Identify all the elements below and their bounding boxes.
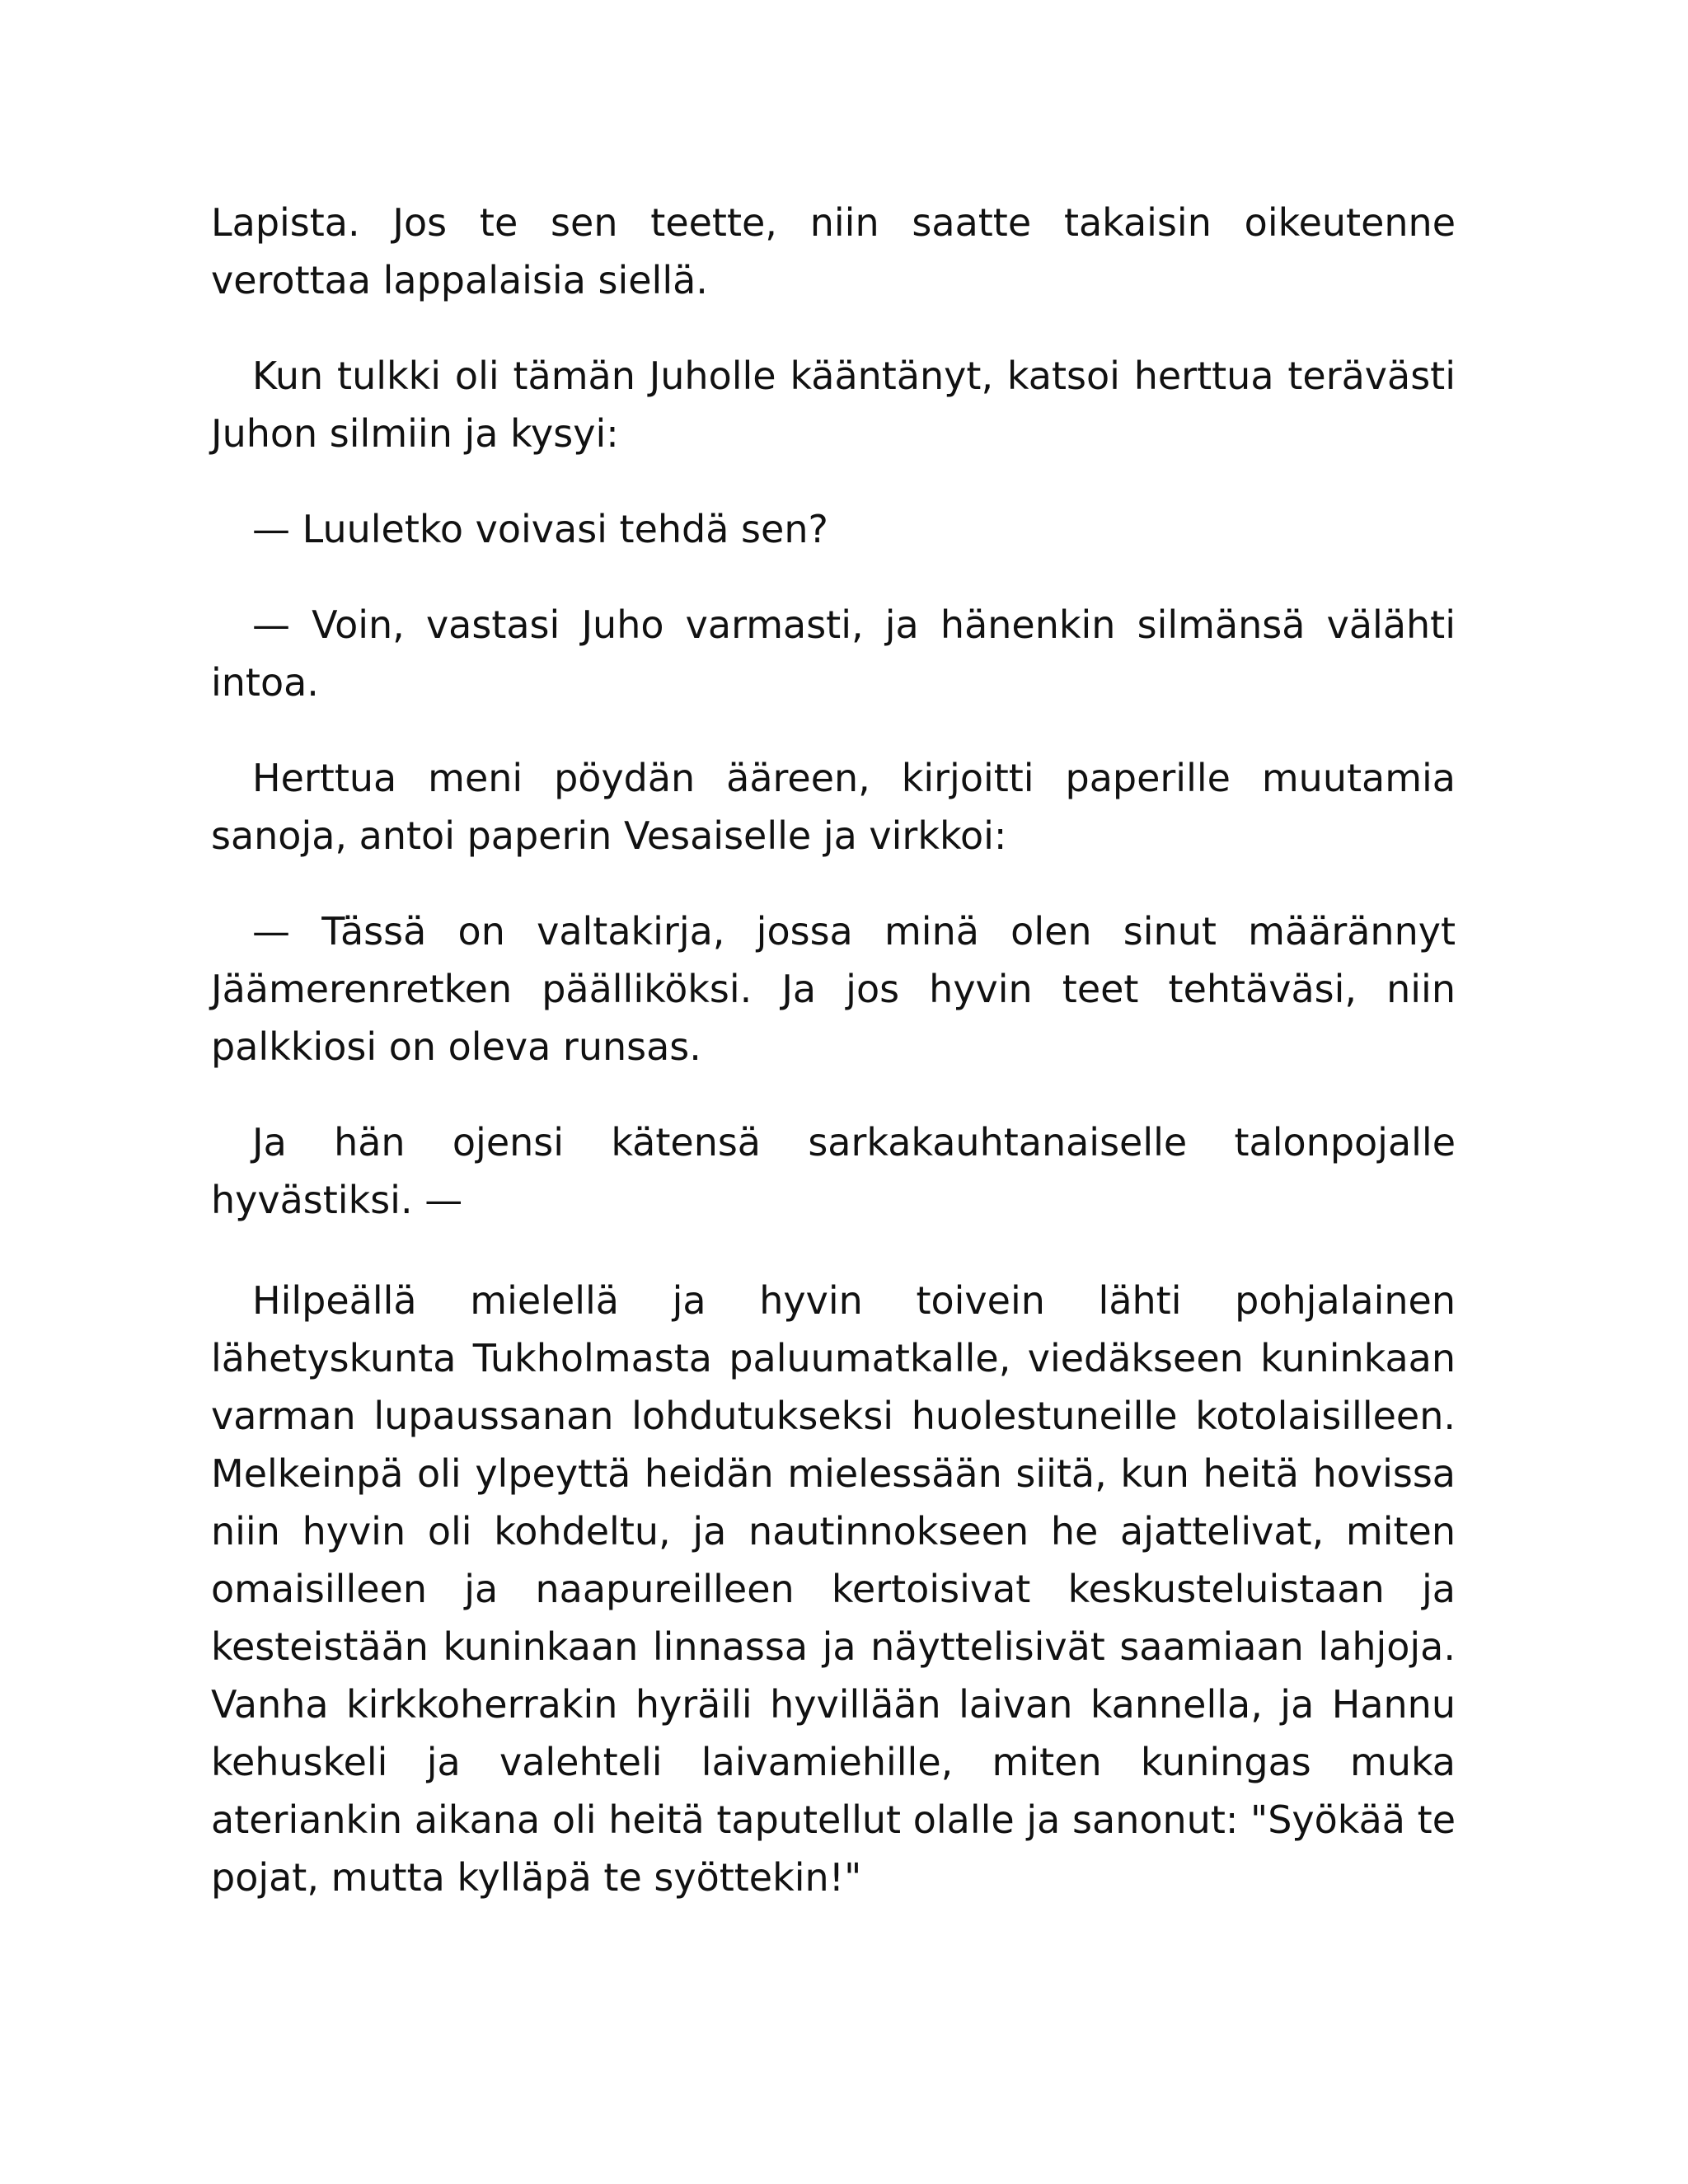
paragraph-1: Lapista. Jos te sen teette, niin saatte takaisin oikeutenne verottaa lappalaisia siellä. [211,200,1456,302]
paragraph-5: Hilpeällä mielellä ja hyvin toivein lähti pohjalainen lähetyskunta Tukholmasta paluumatkalle, viedäkseen kuninkaan varman lupaussanan lohdutukseksi huolestuneille kotolaisilleen. Melkeinpä oli ylpeyttä heidän mielessään siitä, kun heitä hovissa niin hyvin oli kohdeltu, ja nautinnokseen he ajattelivat, miten omaisilleen ja naapureilleen kertoisivat keskusteluistaan ja kesteistään kuninkaan linnassa ja näyttelisivät saamiaan lahjoja. Vanha kirkkoherrakin hyräili hyvillään laivan kannella, ja Hannu kehuskeli ja valehteli laivamiehille, miten kuningas muka ateriankin aikana oli heitä taputellut olalle ja sanonut: "Syökää te pojat, mutta kylläpä te syöttekin!" [211,1278,1456,1900]
paragraph-4: Ja hän ojensi kätensä sarkakauhtanaiselle talonpojalle hyvästiksi. — [211,1120,1456,1222]
document-page [211,194,1456,1944]
paragraph-2: Kun tulkki oli tämän Juholle kääntänyt, katsoi herttua terävästi Juhon silmiin ja kysyi: [211,354,1456,456]
dialogue-line-1: — Luuletko voivasi tehdä sen? [252,507,828,551]
paragraph-3: Herttua meni pöydän ääreen, kirjoitti paperille muutamia sanoja, antoi paperin Vesaiselle ja virkkoi: [211,756,1456,858]
dialogue-line-3: — Tässä on valtakirja, jossa minä olen sinut määrännyt Jäämerenretken päälliköksi. Ja jos hyvin teet tehtäväsi, niin palkkiosi on oleva runsas. [211,909,1456,1069]
dialogue-line-2: — Voin, vastasi Juho varmasti, ja hänenkin silmänsä välähti intoa. [211,602,1456,705]
